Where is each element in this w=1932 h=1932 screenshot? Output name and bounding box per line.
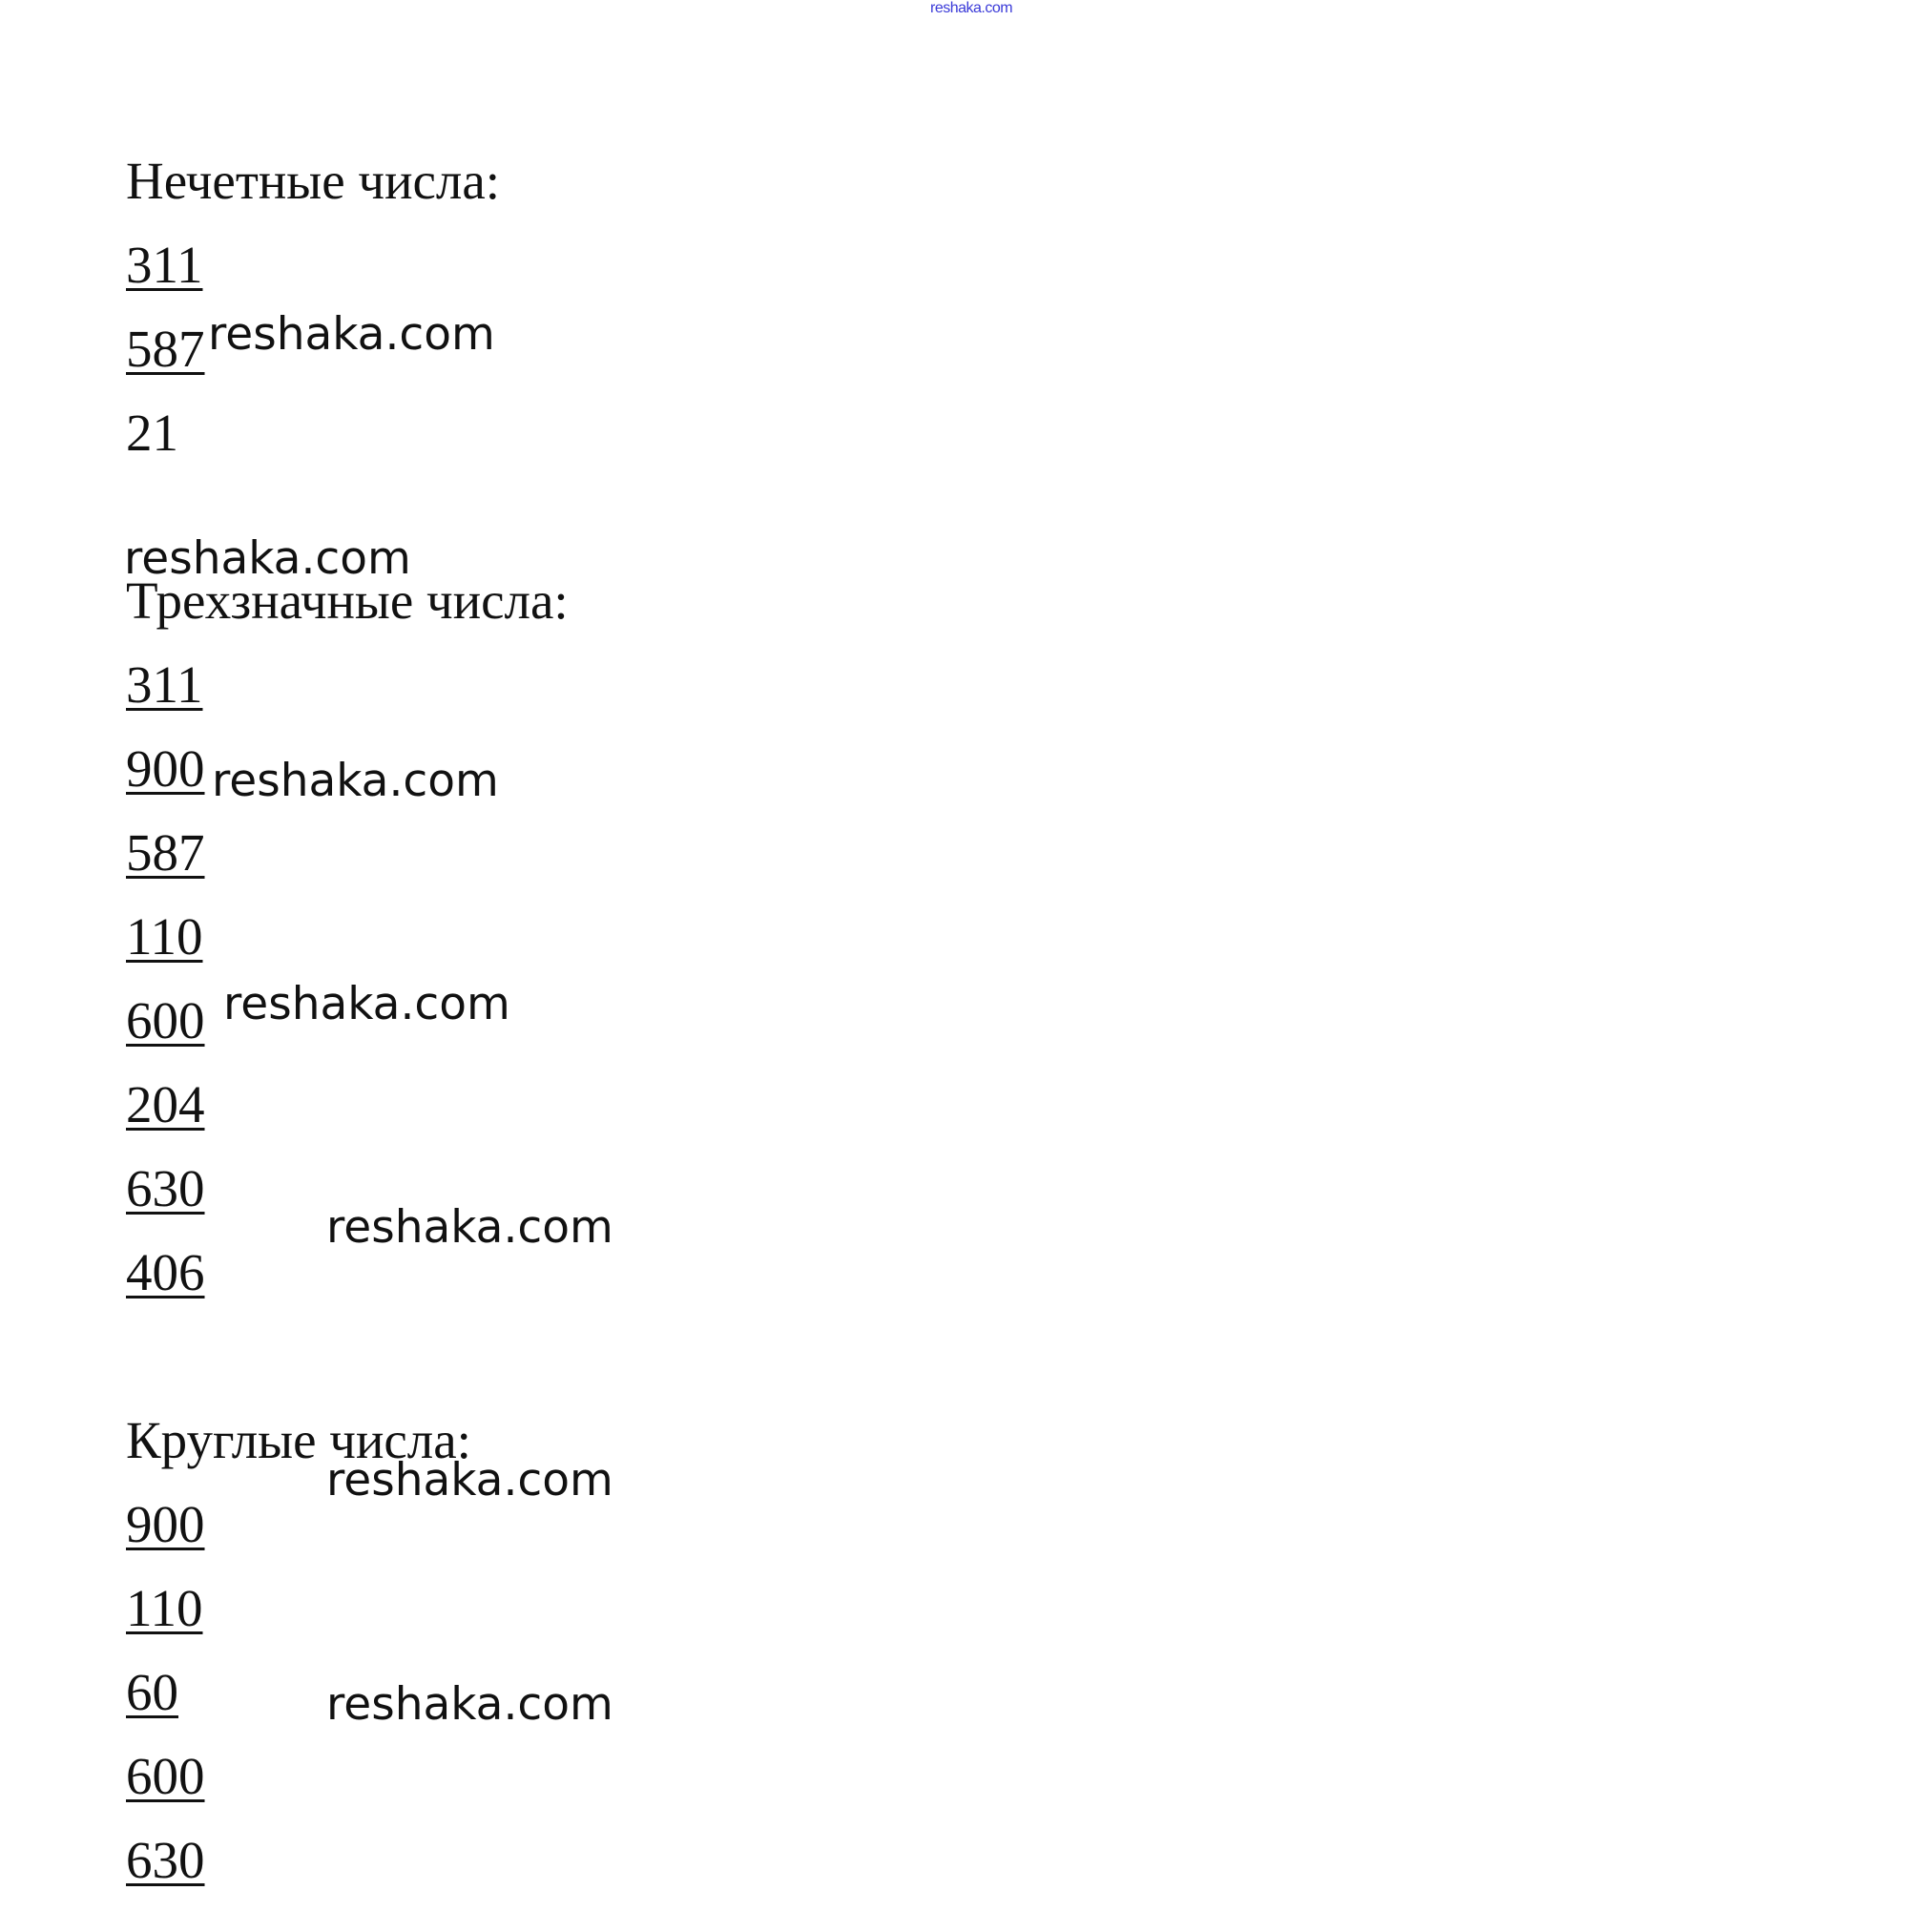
three-digit-number: 900 bbox=[126, 739, 205, 798]
watermark: reshaka.com bbox=[326, 1454, 613, 1506]
three-digit-number: 600 bbox=[126, 991, 205, 1049]
odd-number: 587 bbox=[126, 320, 205, 378]
top-watermark: reshaka.com bbox=[930, 0, 1013, 16]
odd-number: 21 bbox=[126, 404, 178, 462]
three-digit-number: 204 bbox=[126, 1075, 205, 1133]
three-digit-number: 311 bbox=[126, 655, 203, 714]
section-title-three-digit: Трехзначные числа: bbox=[126, 571, 569, 630]
round-number: 900 bbox=[126, 1495, 205, 1553]
section-title-round: Круглые числа: bbox=[126, 1411, 471, 1469]
round-number: 630 bbox=[126, 1831, 205, 1889]
round-number: 60 bbox=[126, 1663, 178, 1721]
watermark: reshaka.com bbox=[326, 1678, 613, 1731]
watermark: reshaka.com bbox=[208, 308, 495, 361]
three-digit-number: 406 bbox=[126, 1243, 205, 1301]
round-number: 600 bbox=[126, 1747, 205, 1805]
three-digit-number: 630 bbox=[126, 1159, 205, 1217]
three-digit-number: 110 bbox=[126, 907, 203, 966]
round-number: 110 bbox=[126, 1579, 203, 1637]
watermark: reshaka.com bbox=[326, 1201, 613, 1254]
section-title-odd: Нечетные числа: bbox=[126, 152, 501, 210]
watermark: reshaka.com bbox=[212, 755, 499, 807]
three-digit-number: 587 bbox=[126, 823, 205, 882]
watermark: reshaka.com bbox=[223, 978, 510, 1030]
odd-number: 311 bbox=[126, 236, 203, 294]
watermark: reshaka.com bbox=[124, 532, 411, 585]
